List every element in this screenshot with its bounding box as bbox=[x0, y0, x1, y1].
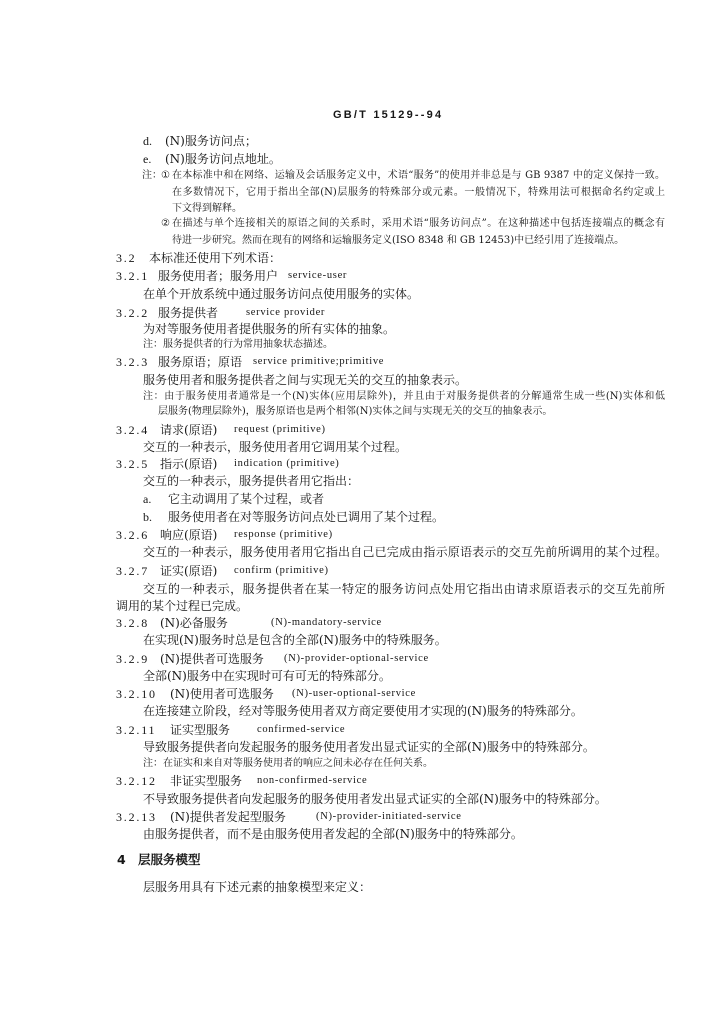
term-chinese-name: 响应(原语) bbox=[160, 528, 218, 542]
term-chinese-name: 请求(原语) bbox=[160, 423, 218, 437]
note-text: 在多数情况下，它用于指出全部(N)层服务的特殊部分或元素。一般情况下，特殊用法可根据命名约定或上 bbox=[172, 187, 665, 198]
term-note bbox=[0, 404, 724, 420]
note-label: 注： bbox=[142, 170, 162, 181]
note-text: 在本标准中和在网络、运输及会话服务定义中，术语“服务”的使用并非总是与 GB 9387 中的定义保持一致。 bbox=[172, 170, 665, 181]
term-chinese-name: 服务提供者 bbox=[158, 306, 219, 320]
term-english-name: (N)-user-optional-service bbox=[292, 688, 416, 699]
running-header bbox=[0, 107, 724, 123]
definition-text: 交互的一种表示，服务使用者用它调用某个过程。 bbox=[143, 440, 408, 454]
term-definition bbox=[0, 473, 724, 489]
section-number: 4 bbox=[117, 852, 126, 867]
note-marker: ① bbox=[161, 170, 170, 181]
term-chinese-name: 证实(原语) bbox=[160, 564, 218, 578]
list-item-text: (N)服务访问点地址。 bbox=[165, 152, 281, 166]
term-chinese-name: (N)使用者可选服务 bbox=[170, 687, 274, 701]
list-marker: b. bbox=[143, 510, 152, 524]
definition-text: 在单个开放系统中通过服务访问点使用服务的实体。 bbox=[143, 287, 420, 301]
note-line bbox=[0, 168, 724, 184]
term-definition bbox=[0, 598, 724, 614]
term-definition bbox=[0, 321, 724, 337]
note-text: 待进一步研究。然而在现有的网络和运输服务定义(ISO 8348 和 GB 12453)中已经引用了连接端点。 bbox=[172, 235, 625, 246]
term-chinese-name: (N)必备服务 bbox=[160, 616, 228, 630]
term-heading bbox=[0, 422, 724, 438]
definition-text: 为对等服务使用者提供服务的所有实体的抽象。 bbox=[143, 322, 396, 336]
term-definition bbox=[0, 286, 724, 302]
list-item-text: (N)服务访问点； bbox=[165, 134, 257, 148]
definition-text: 交互的一种表示，服务提供者在某一特定的服务访问点处用它指出由请求原语表示的交互先前所 bbox=[143, 582, 665, 596]
term-english-name: confirm (primitive) bbox=[234, 565, 329, 576]
term-heading bbox=[0, 268, 724, 284]
list-marker: a. bbox=[143, 492, 152, 506]
term-number: 3.2.8 bbox=[116, 616, 149, 630]
term-english-name: (N)-provider-initiated-service bbox=[316, 811, 462, 822]
list-item-text: 它主动调用了某个过程，或者 bbox=[168, 492, 325, 506]
term-heading bbox=[0, 722, 724, 738]
term-heading bbox=[0, 305, 724, 321]
term-definition bbox=[0, 439, 724, 455]
note-marker: ② bbox=[161, 218, 170, 229]
term-number: 3.2.9 bbox=[116, 652, 149, 666]
list-item-text: 服务使用者在对等服务访问点处已调用了某个过程。 bbox=[168, 510, 445, 524]
list-marker: e. bbox=[143, 152, 152, 166]
definition-text: 在连接建立阶段，经对等服务使用者双方商定要使用才实现的(N)服务的特殊部分。 bbox=[143, 704, 583, 718]
term-number: 3.2.6 bbox=[116, 528, 149, 542]
note-text: 注：由于服务使用者通常是一个(N)实体(应用层除外)，并且由于对服务提供者的分解通常生成一些(N)实体和低 bbox=[143, 391, 665, 402]
term-english-name: service-user bbox=[288, 270, 348, 281]
term-heading bbox=[0, 809, 724, 825]
term-definition bbox=[0, 581, 724, 597]
term-number: 3.2.3 bbox=[116, 355, 149, 369]
list-item bbox=[0, 133, 724, 149]
term-number: 3.2.10 bbox=[116, 687, 157, 701]
term-heading bbox=[0, 354, 724, 370]
term-note bbox=[0, 756, 724, 772]
term-note bbox=[0, 337, 724, 353]
standard-code: GB/T 15129--94 bbox=[333, 109, 444, 121]
term-english-name: confirmed-service bbox=[257, 724, 346, 735]
definition-text: 由服务提供者，而不是由服务使用者发起的全部(N)服务中的特殊部分。 bbox=[143, 827, 523, 841]
term-chinese-name: 指示(原语) bbox=[160, 457, 218, 471]
term-english-name: non-confirmed-service bbox=[257, 775, 368, 786]
term-heading bbox=[0, 686, 724, 702]
definition-text: 导致服务提供者向发起服务的服务使用者发出显式证实的全部(N)服务中的特殊部分。 bbox=[143, 740, 595, 754]
section-title: 层服务模型 bbox=[138, 852, 201, 867]
section-heading bbox=[0, 852, 724, 868]
note-text: 层服务(物理层除外)，服务原语也是两个相邻(N)实体之间与实现无关的交互的抽象表示。 bbox=[158, 406, 553, 417]
term-english-name: (N)-provider-optional-service bbox=[284, 653, 429, 664]
term-number: 3.2.2 bbox=[116, 306, 149, 320]
term-chinese-name: 证实型服务 bbox=[170, 723, 231, 737]
term-definition bbox=[0, 703, 724, 719]
term-heading bbox=[0, 527, 724, 543]
term-heading bbox=[0, 563, 724, 579]
definition-text: 调用的某个过程已完成。 bbox=[116, 599, 249, 613]
term-number: 3.2.4 bbox=[116, 423, 149, 437]
note-line bbox=[0, 216, 724, 232]
term-chinese-name: (N)提供者发起型服务 bbox=[170, 810, 286, 824]
list-marker: d. bbox=[143, 134, 152, 148]
term-number: 3.2.11 bbox=[116, 723, 157, 737]
note-line bbox=[0, 201, 724, 217]
definition-text: 在实现(N)服务时总是包含的全部(N)服务中的特殊服务。 bbox=[143, 633, 447, 647]
term-heading bbox=[0, 651, 724, 667]
term-definition bbox=[0, 826, 724, 842]
note-text: 在描述与单个连接相关的原语之间的关系时，采用术语“服务访问点”。在这种描述中包括连接端点的概念有 bbox=[172, 218, 665, 229]
term-english-name: (N)-mandatory-service bbox=[271, 617, 382, 628]
note-line bbox=[0, 233, 724, 249]
term-english-name: service provider bbox=[246, 307, 326, 318]
term-english-name: request (primitive) bbox=[234, 424, 326, 435]
term-definition bbox=[0, 791, 724, 807]
definition-text: 服务使用者和服务提供者之间与实现无关的交互的抽象表示。 bbox=[143, 373, 468, 387]
term-english-name: indication (primitive) bbox=[234, 458, 340, 469]
list-item bbox=[0, 509, 724, 525]
list-item bbox=[0, 151, 724, 167]
term-definition bbox=[0, 739, 724, 755]
term-number: 3.2.7 bbox=[116, 564, 149, 578]
note-text: 下文得到解释。 bbox=[172, 203, 242, 214]
note-text: 注：服务提供者的行为常用抽象状态描述。 bbox=[143, 339, 333, 350]
term-number: 3.2.12 bbox=[116, 774, 157, 788]
term-chinese-name: 服务原语；原语 bbox=[158, 355, 243, 369]
term-chinese-name: 非证实型服务 bbox=[170, 774, 243, 788]
note-text: 注：在证实和来自对等服务使用者的响应之间未必存在任何关系。 bbox=[143, 758, 433, 769]
term-number: 3.2.5 bbox=[116, 457, 149, 471]
term-note bbox=[0, 389, 724, 405]
definition-text: 交互的一种表示，服务提供者用它指出： bbox=[143, 474, 360, 488]
section-intro bbox=[0, 879, 724, 895]
term-definition bbox=[0, 632, 724, 648]
term-english-name: service primitive;primitive bbox=[253, 356, 385, 367]
term-definition bbox=[0, 544, 724, 560]
clause-number: 3.2 bbox=[116, 251, 137, 265]
definition-text: 交互的一种表示，服务使用者用它指出自己已完成由指示原语表示的交互先前所调用的某个过程。 bbox=[143, 545, 667, 559]
definition-text: 全部(N)服务中在实现时可有可无的特殊部分。 bbox=[143, 669, 391, 683]
clause-heading bbox=[0, 250, 724, 266]
term-english-name: response (primitive) bbox=[234, 529, 333, 540]
list-item bbox=[0, 491, 724, 507]
note-line bbox=[0, 185, 724, 201]
term-number: 3.2.1 bbox=[116, 269, 149, 283]
term-chinese-name: 服务使用者；服务用户 bbox=[158, 269, 279, 283]
term-definition bbox=[0, 668, 724, 684]
section-intro-text: 层服务用具有下述元素的抽象模型来定义： bbox=[143, 880, 372, 894]
clause-title: 本标准还使用下列术语： bbox=[149, 251, 282, 265]
term-number: 3.2.13 bbox=[116, 810, 157, 824]
term-heading bbox=[0, 615, 724, 631]
term-definition bbox=[0, 372, 724, 388]
definition-text: 不导致服务提供者向发起服务的服务使用者发出显式证实的全部(N)服务中的特殊部分。 bbox=[143, 792, 607, 806]
term-heading bbox=[0, 773, 724, 789]
term-chinese-name: (N)提供者可选服务 bbox=[160, 652, 264, 666]
term-heading bbox=[0, 456, 724, 472]
